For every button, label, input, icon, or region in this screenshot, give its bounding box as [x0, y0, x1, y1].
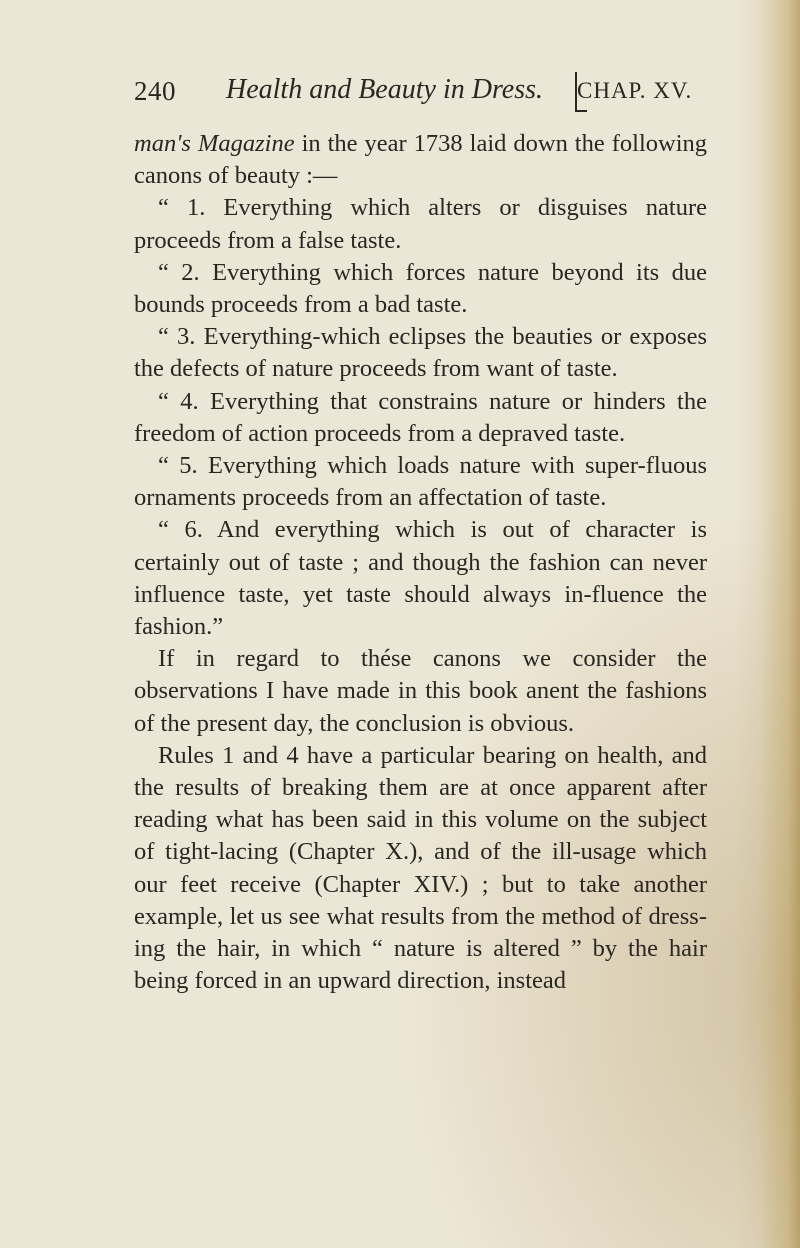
- running-title: Health and Beauty in Dress.: [226, 74, 544, 105]
- canon-6: “ 6. And everything which is out of character is certainly out of taste ; and though the fashion can never influence taste, yet taste should always in-fluence the fashion.”: [134, 516, 707, 641]
- page-edge-shading: [760, 0, 800, 1248]
- canon-2: “ 2. Everything which forces nature beyond its due bounds proceeds from a bad taste.: [134, 258, 707, 319]
- canon-4: “ 4. Everything that constrains nature or hinders the freedom of action proceeds from a depraved taste.: [134, 387, 707, 447]
- running-header: [134, 72, 714, 112]
- body-text: [134, 128, 707, 997]
- chapter-label: CHAP. XV.: [577, 78, 693, 103]
- paragraph-conclusion: If in regard to thése canons we consider the observations I have made in this book anent the fashions of the present day, the conclusion is obvious.: [134, 645, 707, 737]
- canon-5: “ 5. Everything which loads nature with super-fluous ornaments proceeds from an affectation of taste.: [134, 452, 707, 512]
- magazine-title: man's Magazine: [134, 130, 295, 157]
- page-number: 240: [134, 76, 176, 106]
- paragraph-rules: Rules 1 and 4 have a particular bearing on health, and the results of breaking them are at once apparent after reading what has been said in this volume on the subject of tight-lacing (Chapter X.), and of the ill-usage which our feet receive (Chapter XIV.) ; but to take another example, let us see what results from the method of dress-ing the hair, in which “ nature is altered ” by the hair being forced in an upward direction, instead: [134, 741, 707, 995]
- canon-1: “ 1. Everything which alters or disguises nature proceeds from a false taste.: [134, 194, 707, 254]
- paragraph-continuation: man's Magazine in the year 1738 laid down the following canons of beauty :—: [134, 130, 707, 190]
- canon-3: “ 3. Everything-which eclipses the beauties or exposes the defects of nature proceeds from want of taste.: [134, 323, 707, 383]
